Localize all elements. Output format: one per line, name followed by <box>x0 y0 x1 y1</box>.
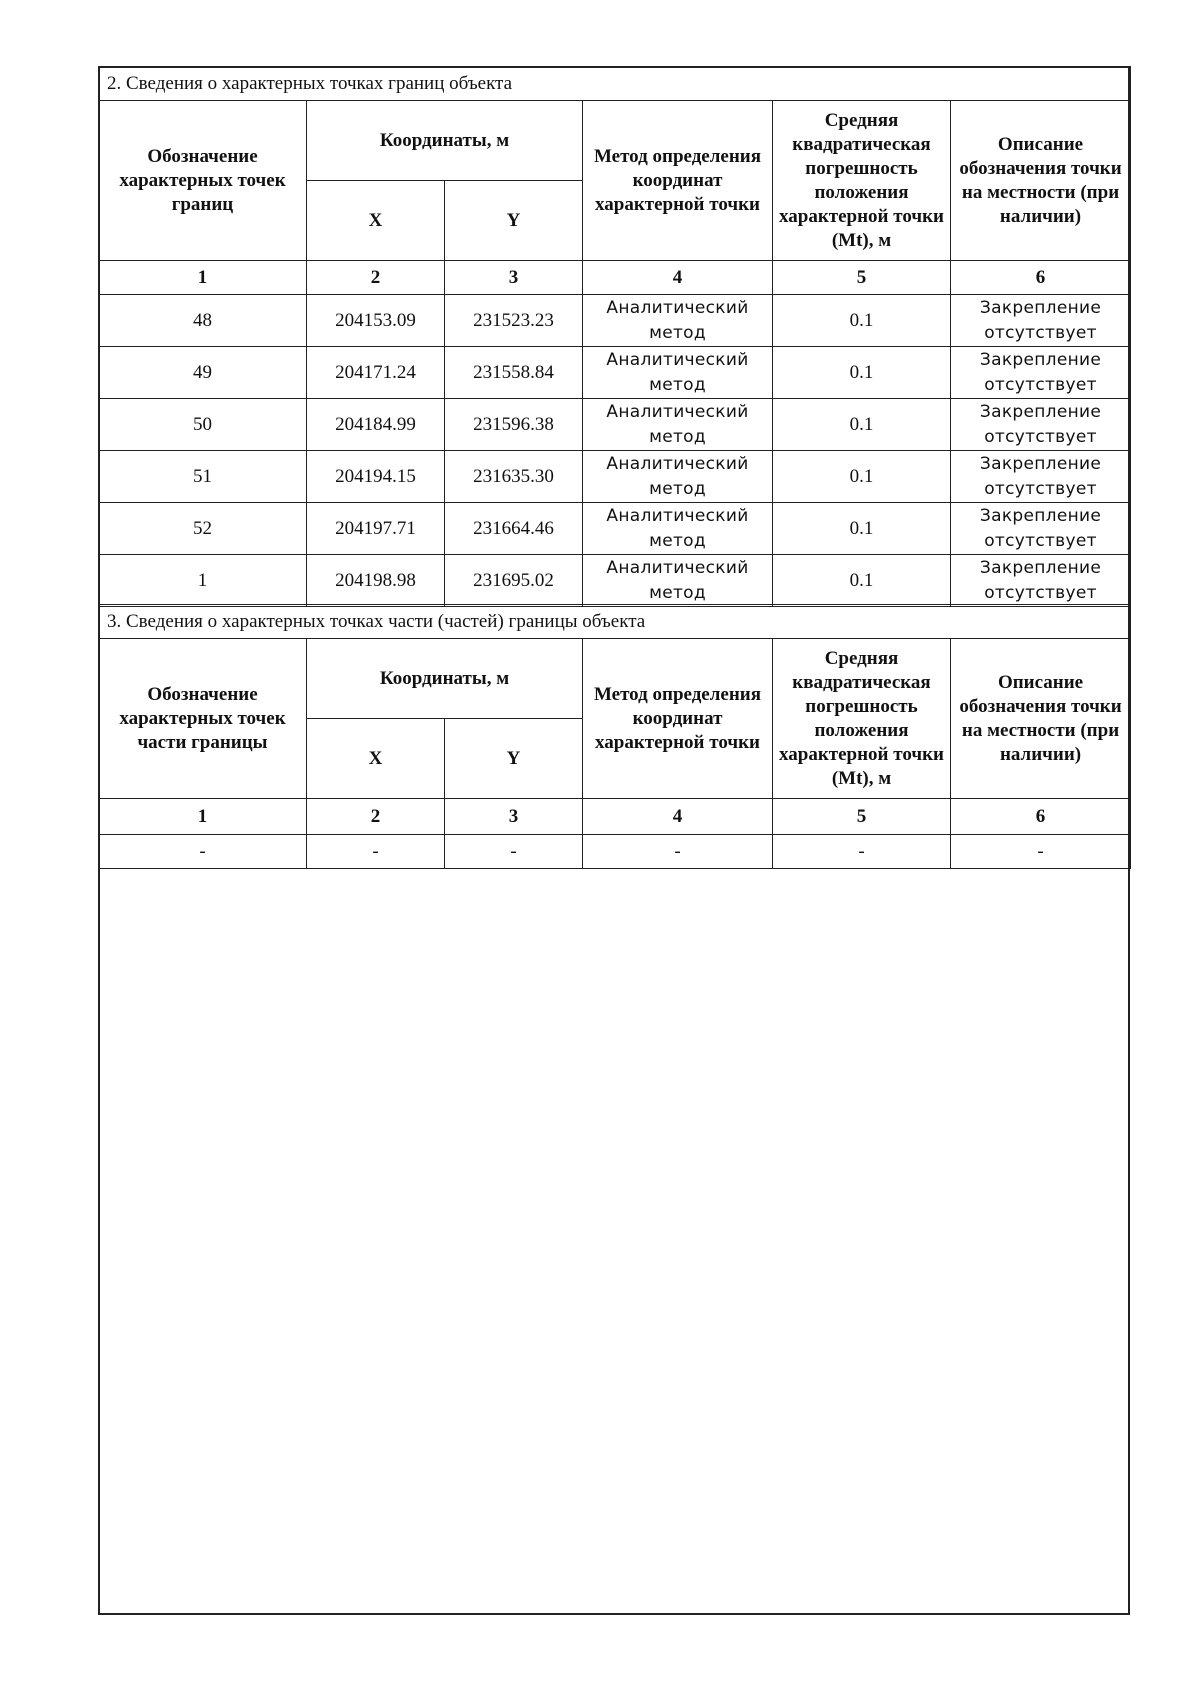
table-row <box>99 503 1131 555</box>
mean-error: 0.1 <box>773 347 951 399</box>
coord-x: 204153.09 <box>307 295 445 347</box>
col-number: 6 <box>951 799 1131 835</box>
coord-x: 204194.15 <box>307 451 445 503</box>
description: Закрепление отсутствует <box>951 399 1131 451</box>
coord-y: 231664.46 <box>445 503 583 555</box>
table-row <box>99 835 1131 869</box>
header-x: X <box>307 719 445 799</box>
header-mean-error: Средняя квадратическая погрешность положения характерной точки (Mt), м <box>773 639 951 799</box>
boundary-points-table <box>98 66 1131 607</box>
description: Закрепление отсутствует <box>951 555 1131 607</box>
table-row <box>99 295 1131 347</box>
description: Закрепление отсутствует <box>951 503 1131 555</box>
coord-x: 204171.24 <box>307 347 445 399</box>
col-number: 1 <box>99 799 307 835</box>
header-point-designation: Обозначение характерных точек части границы <box>99 639 307 799</box>
header-coordinates: Координаты, м <box>307 101 583 181</box>
coord-y: 231523.23 <box>445 295 583 347</box>
point-id: 52 <box>99 503 307 555</box>
mean-error: 0.1 <box>773 399 951 451</box>
table-row <box>99 555 1131 607</box>
table-row <box>99 347 1131 399</box>
col-number: 5 <box>773 799 951 835</box>
col-number: 2 <box>307 799 445 835</box>
point-id: 49 <box>99 347 307 399</box>
col-number: 3 <box>445 799 583 835</box>
point-id: - <box>99 835 307 869</box>
header-point-designation: Обозначение характерных точек границ <box>99 101 307 261</box>
part-boundary-points-table <box>98 604 1131 869</box>
col-number: 3 <box>445 261 583 295</box>
point-id: 51 <box>99 451 307 503</box>
description: Закрепление отсутствует <box>951 451 1131 503</box>
coord-x: 204184.99 <box>307 399 445 451</box>
col-number: 5 <box>773 261 951 295</box>
point-id: 48 <box>99 295 307 347</box>
header-x: X <box>307 181 445 261</box>
coord-x: 204197.71 <box>307 503 445 555</box>
coord-y: 231558.84 <box>445 347 583 399</box>
mean-error: - <box>773 835 951 869</box>
coord-y: - <box>445 835 583 869</box>
coord-x: - <box>307 835 445 869</box>
description: Закрепление отсутствует <box>951 295 1131 347</box>
header-description: Описание обозначения точки на местности (при наличии) <box>951 101 1131 261</box>
method: Аналитический метод <box>583 399 773 451</box>
col-number: 4 <box>583 261 773 295</box>
method: Аналитический метод <box>583 555 773 607</box>
header-mean-error: Средняя квадратическая погрешность положения характерной точки (Mt), м <box>773 101 951 261</box>
coord-x: 204198.98 <box>307 555 445 607</box>
coord-y: 231635.30 <box>445 451 583 503</box>
mean-error: 0.1 <box>773 295 951 347</box>
header-method: Метод определения координат характерной точки <box>583 101 773 261</box>
method: - <box>583 835 773 869</box>
method: Аналитический метод <box>583 295 773 347</box>
header-y: Y <box>445 181 583 261</box>
description: - <box>951 835 1131 869</box>
method: Аналитический метод <box>583 347 773 399</box>
mean-error: 0.1 <box>773 503 951 555</box>
col-number: 1 <box>99 261 307 295</box>
section-3-title: 3. Сведения о характерных точках части (частей) границы объекта <box>99 605 1131 639</box>
header-y: Y <box>445 719 583 799</box>
header-description: Описание обозначения точки на местности (при наличии) <box>951 639 1131 799</box>
header-method: Метод определения координат характерной точки <box>583 639 773 799</box>
description: Закрепление отсутствует <box>951 347 1131 399</box>
point-id: 50 <box>99 399 307 451</box>
mean-error: 0.1 <box>773 555 951 607</box>
point-id: 1 <box>99 555 307 607</box>
col-number: 2 <box>307 261 445 295</box>
coord-y: 231695.02 <box>445 555 583 607</box>
col-number: 6 <box>951 261 1131 295</box>
table-row <box>99 399 1131 451</box>
mean-error: 0.1 <box>773 451 951 503</box>
header-coordinates: Координаты, м <box>307 639 583 719</box>
section-2-title: 2. Сведения о характерных точках границ объекта <box>99 67 1131 101</box>
col-number: 4 <box>583 799 773 835</box>
table-row <box>99 451 1131 503</box>
method: Аналитический метод <box>583 451 773 503</box>
method: Аналитический метод <box>583 503 773 555</box>
coord-y: 231596.38 <box>445 399 583 451</box>
